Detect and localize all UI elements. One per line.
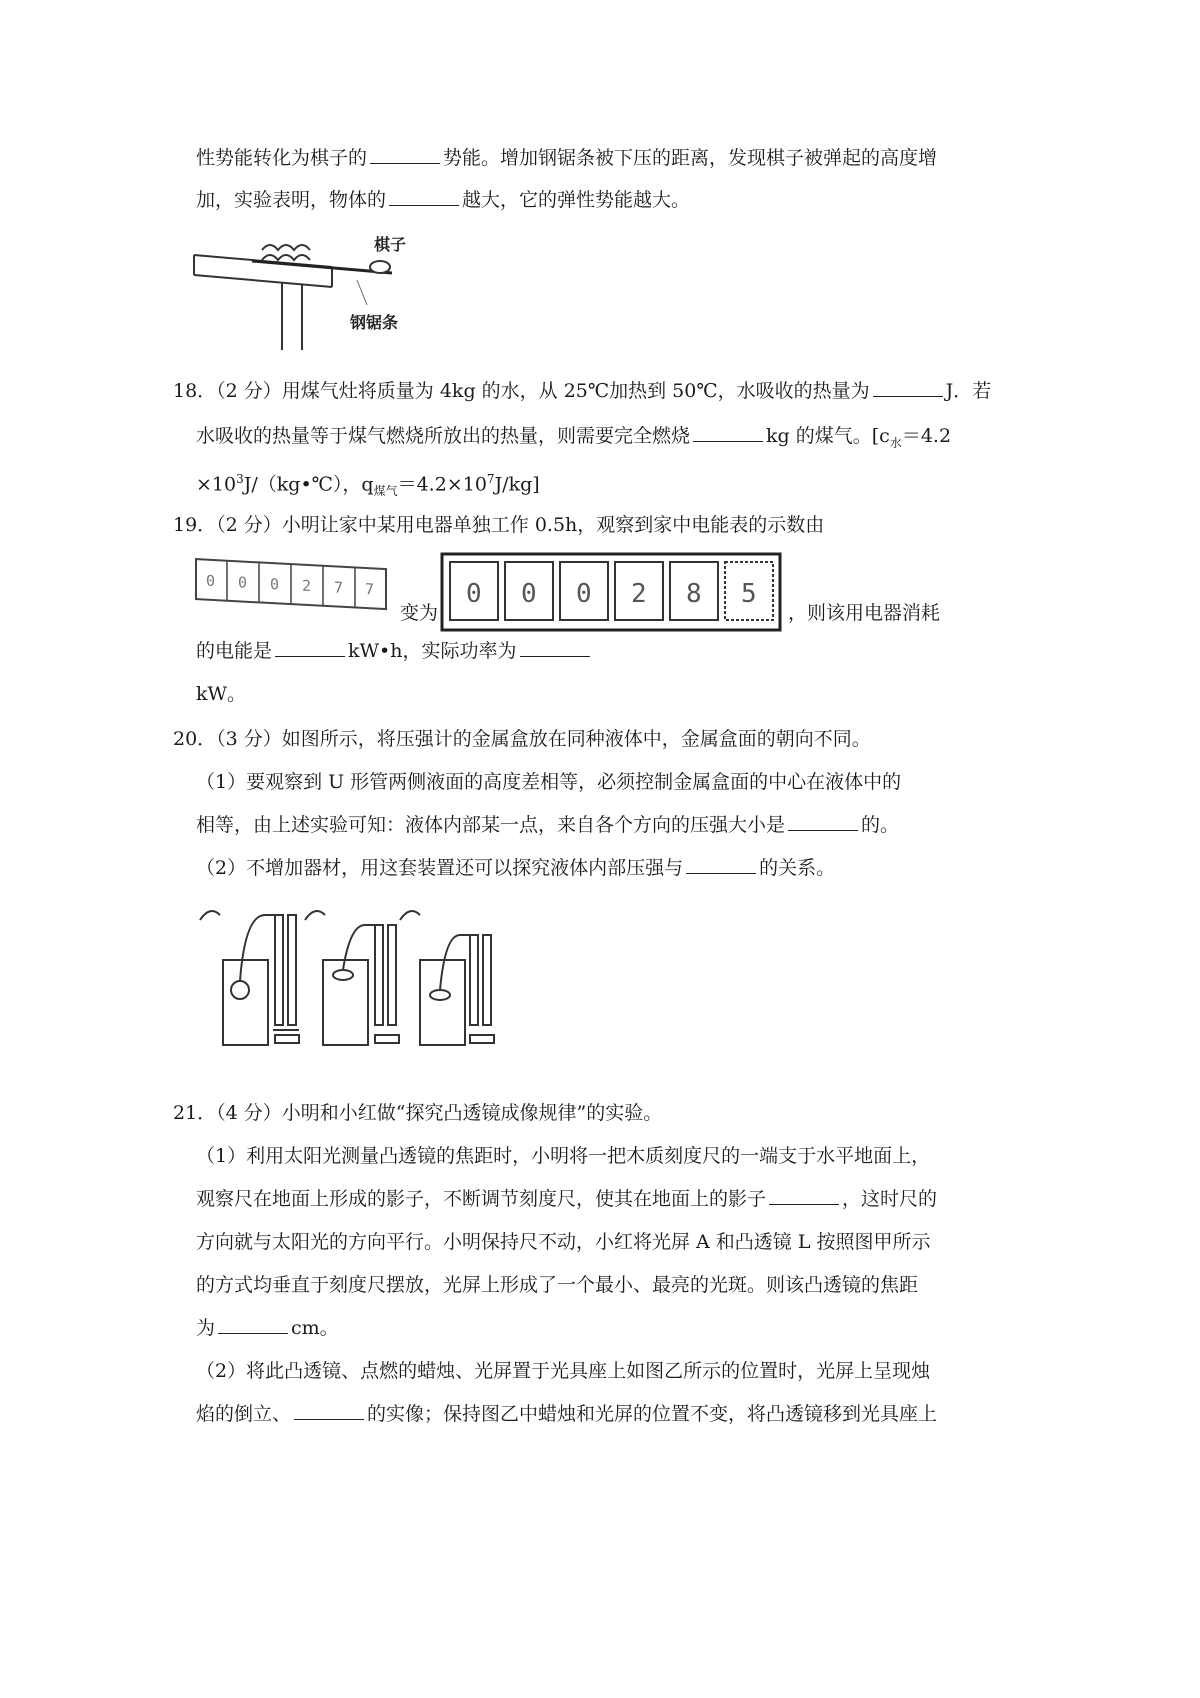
chess-piece-label: 棋子 [374, 235, 407, 254]
meter-before-digit: 7 [365, 579, 375, 599]
text-segment: 21．（4 分）小明和小红做“探究凸透镜成像规律”的实验。 [173, 1102, 663, 1124]
q19-line-1 [173, 512, 824, 538]
meter-before-digit: 0 [206, 571, 216, 591]
text-segment: 20．（3 分）如图所示，将压强计的金属盒放在同种液体中，金属盒面的朝向不同。 [173, 728, 871, 750]
text-segment: ，这时尺的 [842, 1188, 938, 1210]
q21-p1-line-1 [196, 1143, 930, 1169]
meter-after [440, 552, 785, 634]
saw-blade-label: 钢锯条 [350, 313, 399, 332]
text-segment: 势能。增加钢锯条被下压的距离，发现棋子被弹起的高度增 [443, 147, 938, 169]
meter-after-digit: 8 [686, 579, 702, 609]
meter-after-digit: 0 [521, 579, 537, 609]
text-segment: 观察尺在地面上形成的影子，不断调节刻度尺，使其在地面上的影子 [196, 1188, 767, 1210]
q19-mid-text [400, 600, 438, 626]
text-segment: 加，实验表明，物体的 [196, 189, 387, 211]
text-segment: 变为 [400, 602, 439, 624]
answer-blank[interactable] [389, 187, 459, 206]
q18-line-3 [196, 466, 540, 504]
text-segment: ＝4.2 [901, 425, 952, 447]
subscript: 水 [889, 435, 902, 450]
meter-before [194, 555, 394, 617]
answer-blank[interactable] [520, 638, 590, 657]
saw-blade-figure [192, 225, 432, 355]
meter-before-digit: 0 [238, 573, 248, 592]
q21-p1-line-5 [196, 1315, 339, 1341]
text-segment: 水吸收的热量等于煤气燃烧所放出的热量，则需要完全燃烧 [196, 425, 691, 447]
answer-blank[interactable] [788, 812, 858, 831]
text-segment: （1）要观察到 U 形管两侧液面的高度差相等，必须控制金属盒面的中心在液体中的 [196, 771, 902, 793]
text-segment: 方向就与太阳光的方向平行。小明保持尺不动，小红将光屏 A 和凸透镜 L 按照图甲所示 [196, 1231, 931, 1253]
text-segment: （2）不增加器材，用这套装置还可以探究液体内部压强与 [196, 857, 684, 879]
text-line-2 [196, 187, 690, 213]
text-segment: kW•h，实际功率为 [348, 640, 517, 662]
pressure-gauge-figure [195, 895, 515, 1055]
text-segment: J．若 [945, 380, 992, 402]
text-segment: cm。 [291, 1317, 339, 1339]
text-segment: 焰的倒立、 [196, 1403, 292, 1425]
q20-p1-line-1 [196, 769, 901, 795]
text-segment: 越大，它的弹性势能越大。 [462, 189, 691, 211]
q21-stem [173, 1100, 662, 1126]
text-line-1 [196, 145, 937, 171]
answer-blank[interactable] [686, 855, 756, 874]
text-segment: 的方式均垂直于刻度尺摆放，光屏上形成了一个最小、最亮的光斑。则该凸透镜的焦距 [196, 1274, 919, 1296]
text-segment: 19．（2 分）小明让家中某用电器单独工作 0.5h，观察到家中电能表的示数由 [173, 514, 825, 536]
q19-line-3 [196, 638, 593, 664]
q20-p1-line-2 [196, 812, 899, 838]
text-segment: 为 [196, 1317, 216, 1339]
meter-after-digit: 5 [741, 579, 757, 609]
text-segment: 的。 [861, 814, 900, 836]
text-segment: kW。 [196, 683, 247, 705]
q21-p2-line-2 [196, 1401, 937, 1427]
text-segment: 的关系。 [759, 857, 836, 879]
q18-line-1 [173, 378, 991, 404]
q20-p2 [196, 855, 835, 881]
answer-blank[interactable] [769, 1186, 839, 1205]
answer-blank[interactable] [218, 1315, 288, 1334]
subscript: 煤气 [373, 484, 398, 499]
answer-blank[interactable] [275, 638, 345, 657]
q21-p1-line-2 [196, 1186, 937, 1212]
q21-p1-line-4 [196, 1272, 918, 1298]
text-segment: ，则该用电器消耗 [788, 602, 941, 624]
q20-stem [173, 726, 871, 752]
meter-after-digit: 2 [631, 579, 647, 609]
text-segment: ×10 [196, 473, 237, 496]
text-segment: 的实像；保持图乙中蜡烛和光屏的位置不变，将凸透镜移到光具座上 [367, 1403, 938, 1425]
q18-line-2 [196, 423, 951, 456]
meter-before-digit: 2 [302, 576, 312, 596]
text-segment: 相等，由上述实验可知：液体内部某一点，来自各个方向的压强大小是 [196, 814, 786, 836]
text-segment: （2）将此凸透镜、点燃的蜡烛、光屏置于光具座上如图乙所示的位置时，光屏上呈现烛 [196, 1360, 931, 1382]
text-segment: J/kg] [494, 473, 540, 496]
q19-end-text [788, 600, 940, 626]
text-segment: J/（kg•℃），q [243, 473, 374, 496]
q21-p2-line-1 [196, 1358, 930, 1384]
answer-blank[interactable] [693, 423, 763, 442]
answer-blank[interactable] [294, 1401, 364, 1420]
superscript: 3 [236, 472, 244, 486]
text-segment: 的电能是 [196, 640, 273, 662]
meter-after-digit: 0 [576, 579, 592, 609]
answer-blank[interactable] [873, 378, 943, 397]
answer-blank[interactable] [370, 145, 440, 164]
text-segment: （1）利用太阳光测量凸透镜的焦距时，小明将一把木质刻度尺的一端支于水平地面上， [196, 1145, 931, 1167]
q21-p1-line-3 [196, 1229, 931, 1255]
superscript: 7 [486, 472, 495, 486]
text-segment: ＝4.2×10 [397, 473, 487, 496]
meter-before-digit: 0 [270, 574, 280, 594]
meter-before-digit: 7 [334, 578, 344, 597]
q19-line-4 [196, 681, 246, 707]
text-segment: 18．（2 分）用煤气灶将质量为 4kg 的水，从 25℃加热到 50℃，水吸收的热量为 [173, 380, 870, 402]
text-segment: kg 的煤气。[c [766, 425, 890, 447]
text-segment: 性势能转化为棋子的 [196, 147, 368, 169]
meter-after-digit: 0 [466, 579, 482, 609]
